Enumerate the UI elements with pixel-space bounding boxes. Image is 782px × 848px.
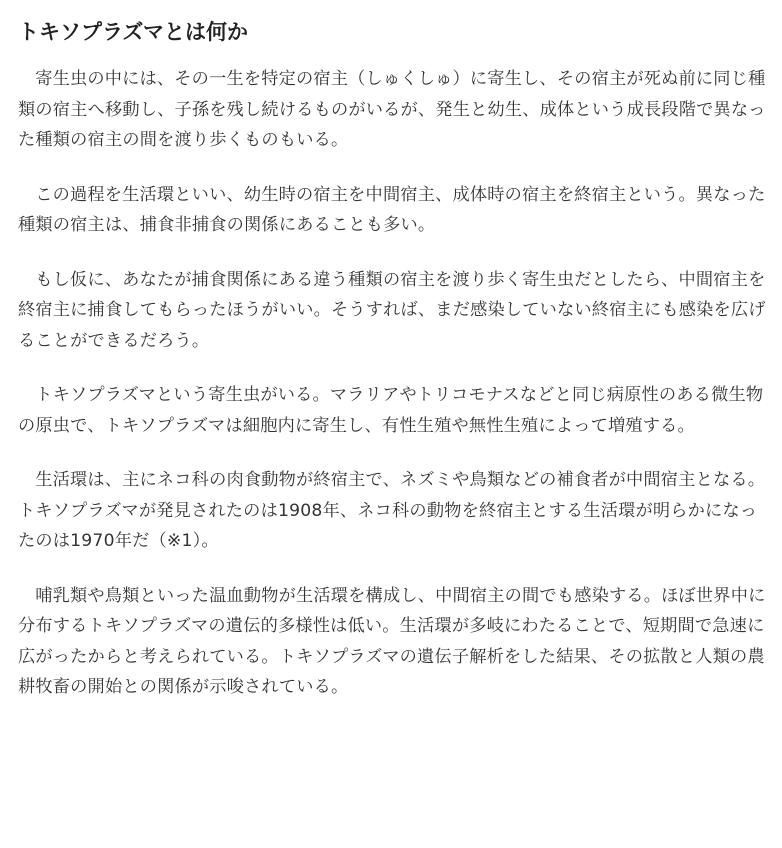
paragraph-5: 生活環は、主にネコ科の肉食動物が終宿主で、ネズミや鳥類などの補食者が中間宿主となる。トキソプラズマが発見されたのは1908年、ネコ科の動物を終宿主とする生活環が明らかになったのは1970年だ（※1）。 xyxy=(18,470,766,551)
paragraph-1: 寄生虫の中には、その一生を特定の宿主（しゅくしゅ）に寄生し、その宿主が死ぬ前に同じ種類の宿主へ移動し、子孫を残し続けるものがいるが、発生と幼生、成体という成長段階で異なった種類の宿主の間を渡り歩くものもいる。 xyxy=(18,69,766,150)
article-title: トキソプラズマとは何か xyxy=(18,20,248,44)
paragraph-6: 哺乳類や鳥類といった温血動物が生活環を構成し、中間宿主の間でも感染する。ほぼ世界中に分布するトキソプラズマの遺伝的多様性は低い。生活環が多岐にわたることで、短期間で急速に広がったからと考えられている。トキソプラズマの遺伝子解析をした結果、その拡散と人類の農耕牧畜の開始との関係が示唆されている。 xyxy=(18,585,766,697)
paragraph-2: この過程を生活環といい、幼生時の宿主を中間宿主、成体時の宿主を終宿主という。異なった種類の宿主は、捕食非捕食の関係にあることも多い。 xyxy=(18,184,766,235)
paragraph-4: トキソプラズマという寄生虫がいる。マラリアやトリコモナスなどと同じ病原性のある微生物の原虫で、トキソプラズマは細胞内に寄生し、有性生殖や無性生殖によって増殖する。 xyxy=(18,385,764,436)
paragraph-3: もし仮に、あなたが捕食関係にある違う種類の宿主を渡り歩く寄生虫だとしたら、中間宿主を終宿主に捕食してもらったほうがいい。そうすれば、まだ感染していない終宿主にも感染を広げることができるだろう。 xyxy=(18,269,766,351)
